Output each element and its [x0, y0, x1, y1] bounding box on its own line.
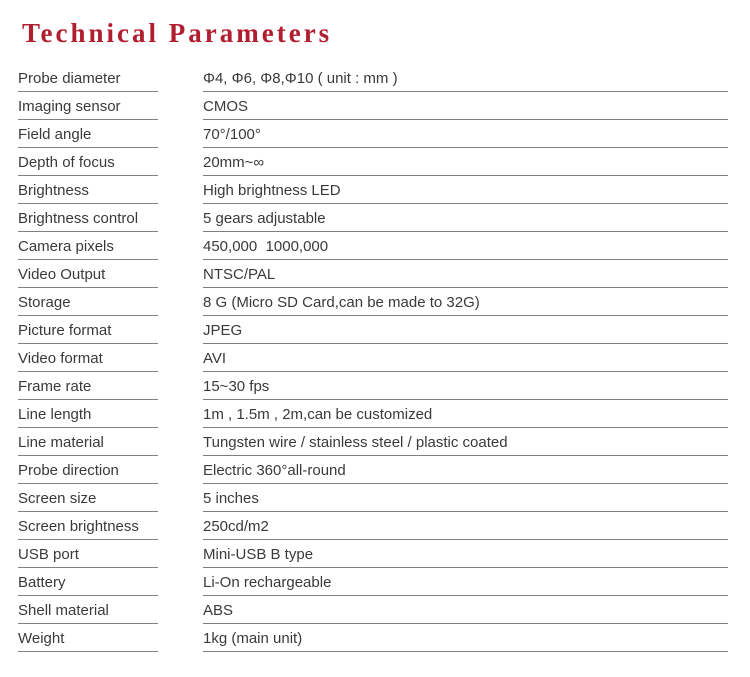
page-title: Technical Parameters	[22, 18, 333, 48]
spec-value: 5 gears adjustable	[203, 204, 728, 232]
spec-label: Line length	[18, 400, 158, 428]
table-row	[18, 92, 728, 120]
spec-label: Storage	[18, 288, 158, 316]
table-row	[18, 624, 728, 652]
table-row	[18, 316, 728, 344]
spec-value: 70°/100°	[203, 120, 728, 148]
table-row	[18, 232, 728, 260]
spec-label: Probe direction	[18, 456, 158, 484]
spec-table	[18, 64, 728, 652]
table-row	[18, 176, 728, 204]
table-row	[18, 372, 728, 400]
table-row	[18, 120, 728, 148]
table-row	[18, 64, 728, 92]
spec-value: ABS	[203, 596, 728, 624]
spec-label: Frame rate	[18, 372, 158, 400]
spec-value: Electric 360°all-round	[203, 456, 728, 484]
spec-label: Screen brightness	[18, 512, 158, 540]
spec-value: Φ4, Φ6, Φ8,Φ10 ( unit : mm )	[203, 64, 728, 92]
table-row	[18, 260, 728, 288]
spec-label: Field angle	[18, 120, 158, 148]
table-row	[18, 148, 728, 176]
spec-label: Weight	[18, 624, 158, 652]
spec-value: High brightness LED	[203, 176, 728, 204]
spec-value: 5 inches	[203, 484, 728, 512]
spec-value: 1m , 1.5m , 2m,can be customized	[203, 400, 728, 428]
spec-label: USB port	[18, 540, 158, 568]
spec-label: Imaging sensor	[18, 92, 158, 120]
table-row	[18, 540, 728, 568]
spec-value: JPEG	[203, 316, 728, 344]
spec-label: Video format	[18, 344, 158, 372]
spec-value: Tungsten wire / stainless steel / plastic coated	[203, 428, 728, 456]
spec-label: Battery	[18, 568, 158, 596]
spec-value: NTSC/PAL	[203, 260, 728, 288]
spec-value: 250cd/m2	[203, 512, 728, 540]
spec-value: 450,000 1000,000	[203, 232, 728, 260]
spec-label: Brightness control	[18, 204, 158, 232]
spec-value: 1kg (main unit)	[203, 624, 728, 652]
spec-value: 20mm~∞	[203, 148, 728, 176]
spec-label: Camera pixels	[18, 232, 158, 260]
spec-label: Depth of focus	[18, 148, 158, 176]
spec-value: Mini-USB B type	[203, 540, 728, 568]
table-row	[18, 568, 728, 596]
spec-label: Screen size	[18, 484, 158, 512]
spec-value: Li-On rechargeable	[203, 568, 728, 596]
table-row	[18, 596, 728, 624]
table-row	[18, 428, 728, 456]
spec-value: 15~30 fps	[203, 372, 728, 400]
table-row	[18, 204, 728, 232]
table-row	[18, 344, 728, 372]
spec-label: Shell material	[18, 596, 158, 624]
spec-label: Brightness	[18, 176, 158, 204]
table-row	[18, 288, 728, 316]
spec-label: Picture format	[18, 316, 158, 344]
spec-label: Video Output	[18, 260, 158, 288]
table-row	[18, 512, 728, 540]
spec-label: Line material	[18, 428, 158, 456]
table-row	[18, 456, 728, 484]
spec-value: CMOS	[203, 92, 728, 120]
spec-value: 8 G (Micro SD Card,can be made to 32G)	[203, 288, 728, 316]
spec-label: Probe diameter	[18, 64, 158, 92]
spec-value: AVI	[203, 344, 728, 372]
table-row	[18, 484, 728, 512]
table-row	[18, 400, 728, 428]
